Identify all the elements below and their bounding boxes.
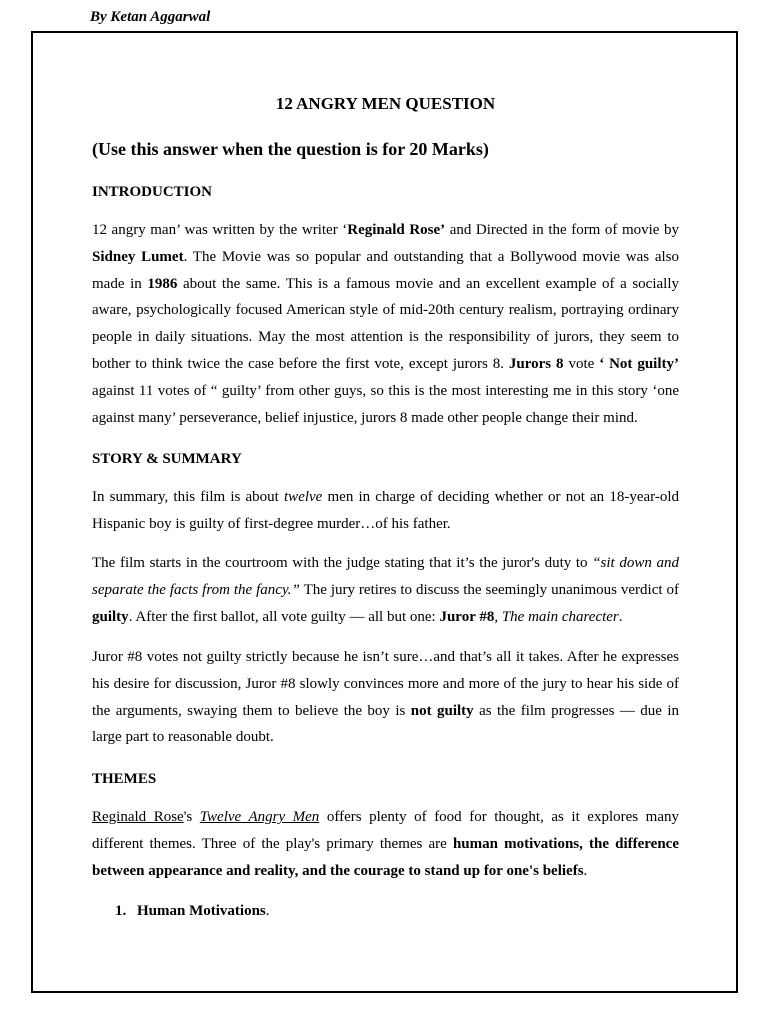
story-p2-main-character: The main charecter bbox=[501, 608, 619, 625]
list-item-tail: . bbox=[265, 903, 270, 919]
intro-text-4: about the same. This is a famous movie and an excellent example of a socially aware, psychologically focused American style of mid-20th century realism, portraying ordinary people in daily situations. May the most attention is the responsibility of jurors, they seem to bother to think twice the case before the first vote, except jurors 8. bbox=[92, 275, 679, 372]
heading-themes: THEMES bbox=[92, 771, 157, 787]
themes-paragraph bbox=[92, 804, 679, 884]
document-frame bbox=[31, 31, 738, 993]
story-p2-text-1: The film starts in the courtroom with the judge stating that it’s the juror's duty to bbox=[92, 555, 593, 571]
themes-title-link[interactable]: Twelve Angry Men bbox=[199, 809, 320, 825]
intro-text-6: against 11 votes of “ guilty’ from other guys, so this is the most interesting me in this story ‘one against many’ perseverance, belief injustice, jurors 8 made other people change their mind. bbox=[92, 382, 679, 426]
story-p2-text-5: . bbox=[618, 608, 623, 625]
story-p1-text-1: In summary, this film is about bbox=[92, 489, 285, 505]
intro-text-2: and Directed in the form of movie by bbox=[445, 222, 679, 238]
story-p3-text-2: as the film progresses — due in large part to reasonable doubt. bbox=[92, 702, 679, 746]
intro-text-1: 12 angry man’ was written by the writer ‘ bbox=[92, 222, 348, 238]
themes-text-1: 's bbox=[183, 809, 200, 825]
story-p2-text-4: , bbox=[494, 608, 502, 625]
list-item bbox=[115, 901, 270, 921]
story-p3-not-guilty: not guilty bbox=[410, 702, 474, 719]
story-p2-text-2: The jury retires to discuss the seemingly unanimous verdict of bbox=[299, 581, 679, 598]
story-paragraph-3 bbox=[92, 644, 679, 751]
intro-jurors-8: Jurors 8 bbox=[508, 355, 564, 372]
document-subtitle: (Use this answer when the question is for 20 Marks) bbox=[92, 139, 489, 159]
list-item-number: 1. bbox=[115, 903, 127, 919]
story-p2-guilty: guilty bbox=[92, 608, 129, 625]
story-paragraph-2 bbox=[92, 550, 679, 630]
heading-story-summary: STORY & SUMMARY bbox=[92, 451, 242, 467]
story-paragraph-1 bbox=[92, 484, 679, 538]
themes-text-3: . bbox=[583, 862, 588, 879]
intro-text-5: vote bbox=[563, 355, 600, 372]
themes-author-link[interactable]: Reginald Rose bbox=[92, 809, 184, 825]
themes-primary-themes: human motivations, the difference between appearance and reality, and the courage to stand up for one's beliefs bbox=[92, 835, 679, 879]
story-p3-text-1: Juror #8 votes not guilty strictly because he isn’t sure…and that’s all it takes. After he expresses his desire for discussion, Juror #8 slowly convinces more and more of the jury to hear his side of the arguments, swaying them to believe the boy is bbox=[92, 649, 679, 719]
heading-introduction: INTRODUCTION bbox=[92, 184, 213, 200]
story-p2-juror-8: Juror #8 bbox=[439, 608, 495, 625]
story-p2-text-3: . After the first ballot, all vote guilty — all but one: bbox=[128, 608, 440, 625]
story-p1-twelve: twelve bbox=[284, 489, 323, 505]
story-p1-text-2: men in charge of deciding whether or not an 18-year-old Hispanic boy is guilty of first-degree murder…of his father. bbox=[92, 489, 679, 532]
story-p2-quote: “sit down and separate the facts from the fancy.” bbox=[92, 555, 679, 598]
document-title: 12 ANGRY MEN QUESTION bbox=[275, 94, 496, 113]
author-byline: By Ketan Aggarwal bbox=[90, 9, 211, 25]
intro-director-name: Sidney Lumet bbox=[92, 248, 184, 265]
intro-text-3: . The Movie was so popular and outstanding that a Bollywood movie was also made in bbox=[92, 248, 679, 292]
intro-author-name: Reginald Rose’ bbox=[347, 222, 446, 238]
intro-year: 1986 bbox=[147, 275, 178, 292]
list-item-label: Human Motivations bbox=[137, 903, 266, 919]
intro-not-guilty: ‘ Not guilty’ bbox=[599, 355, 679, 372]
themes-text-2: offers plenty of food for thought, as it explores many different themes. Three of the play's primary themes are bbox=[92, 809, 679, 852]
intro-paragraph bbox=[92, 217, 679, 431]
